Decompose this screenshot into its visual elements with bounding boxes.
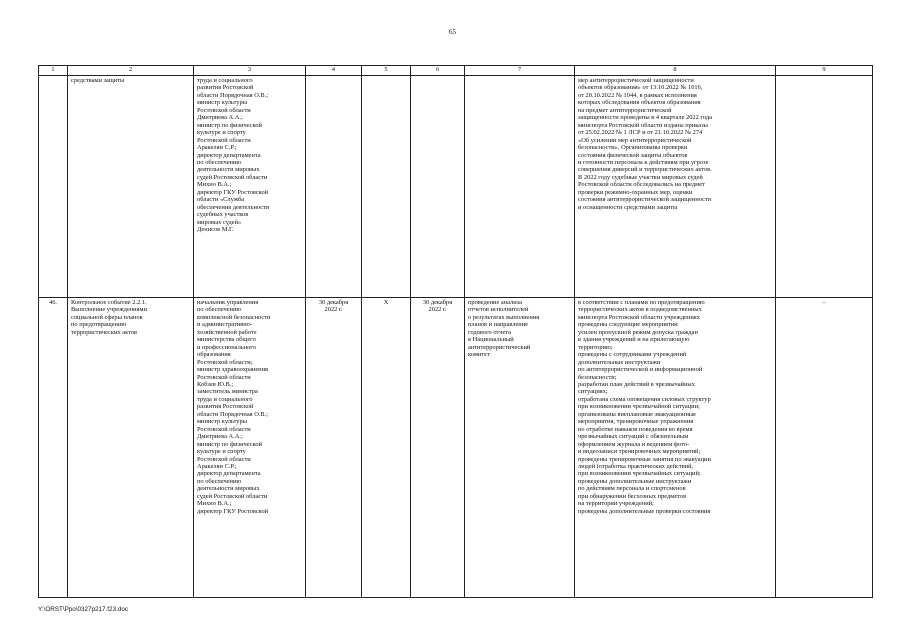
- text-line: 2022 г.: [324, 306, 343, 314]
- text-line: Ростовской области: [197, 106, 251, 114]
- report-table: [38, 65, 873, 598]
- text-line: территорию;: [578, 343, 613, 351]
- text-line: по обеспечению: [197, 158, 242, 166]
- text-line: Михно В.А.;: [197, 500, 232, 508]
- text-line: деятельности мировых: [197, 166, 260, 174]
- text-line: 2022 г.: [428, 306, 447, 314]
- text-line: состояния антитеррористической защищенности: [578, 196, 712, 204]
- text-line: от 20.10.2022 № 1044, в рамках исполнения: [578, 91, 697, 99]
- text-line: минспорта Ростовской области учреждениях: [578, 313, 700, 321]
- text-line: Аракелян С.Р.;: [197, 462, 237, 470]
- text-line: проведены следующие мероприятия:: [578, 321, 679, 329]
- text-line: Дмитриева А.А.;: [197, 114, 243, 122]
- text-line: Михно В.А.;: [197, 181, 232, 189]
- text-line: состояния физической защиты объектов: [578, 151, 688, 159]
- actual-date-cell: [411, 298, 465, 598]
- text-line: минспорта Ростовской области изданы приказы: [578, 121, 708, 129]
- text-line: усилен пропускной режим допуска граждан: [578, 328, 698, 336]
- text-line: области Порядочная О.В.;: [197, 410, 269, 418]
- text-line: на территории учреждений;: [578, 500, 654, 508]
- text-line: труда и социального: [197, 77, 253, 84]
- column-header: 2: [68, 66, 194, 76]
- text-line: Денисов М.Г.: [197, 226, 234, 234]
- text-line: чрезвычайных ситуаций с обязательным: [578, 433, 689, 441]
- text-line: совершения диверсий и террористических актов.: [578, 166, 712, 174]
- text-line: культуре и спорту: [197, 129, 246, 137]
- text-line: по антитеррористической и информационной: [578, 366, 703, 374]
- text-line: мировых судей»: [197, 218, 242, 226]
- column-number-row: [39, 66, 873, 76]
- table-row: [39, 76, 873, 298]
- text-line: министерства общего: [197, 336, 256, 344]
- text-line: Ростовской области: [197, 136, 251, 144]
- text-line: судей Ростовской области: [197, 492, 268, 500]
- text-line: при возникновении чрезвычайной ситуации;: [578, 403, 700, 411]
- text-line: Ростовской области: [197, 455, 251, 463]
- text-line: Выполнение учреждениями: [71, 306, 147, 314]
- table-row: [39, 298, 873, 598]
- text-line: разработан план действий в чрезвычайных: [578, 380, 695, 388]
- text-line: проведены с сотрудниками учреждений: [578, 351, 687, 359]
- text-line: по отработке навыков поведения во время: [578, 425, 693, 433]
- plan-date-cell: [306, 76, 362, 298]
- text-line: начальник управления: [197, 299, 259, 306]
- text-line: средствами защиты: [71, 77, 125, 84]
- text-line: судей Ростовской области: [197, 173, 268, 181]
- expected-date-cell: [362, 298, 411, 598]
- text-line: труда и социального: [197, 395, 253, 403]
- column-header: 4: [306, 66, 362, 76]
- text-line: заместитель министра: [197, 388, 258, 396]
- text-line: и видеозаписи тренировочных мероприятий;: [578, 448, 701, 456]
- text-line: организованы внеплановые эвакуационные: [578, 410, 697, 418]
- event-cell: [68, 76, 194, 298]
- text-line: директор департамента: [197, 151, 261, 159]
- text-line: годового отчета: [468, 328, 512, 336]
- text-line: мероприятия, тренировочные упражнения: [578, 418, 694, 426]
- text-line: по обеспечению: [197, 477, 242, 485]
- text-line: директор департамента: [197, 470, 261, 478]
- text-line: деятельности мировых: [197, 485, 260, 493]
- text-line: по предотвращению: [71, 321, 127, 329]
- column-header: 9: [776, 66, 873, 76]
- text-line: Х: [383, 299, 389, 306]
- text-line: министр культуры: [197, 99, 247, 107]
- text-line: образования: [197, 351, 231, 359]
- text-line: о результатах выполнения: [468, 313, 540, 321]
- column-header: 8: [575, 66, 776, 76]
- text-line: оформлением журнала и ведением фото-: [578, 440, 690, 448]
- text-line: проведены тренировочные занятия по эвакуации: [578, 455, 711, 463]
- text-line: проведение анализа: [468, 299, 523, 306]
- plan-date-cell: [306, 298, 362, 598]
- text-line: которых обследования объектов образования: [578, 99, 701, 107]
- text-line: культуре и спорту: [197, 448, 246, 456]
- text-line: проведены дополнительные проверки состояния: [578, 507, 711, 515]
- text-line: в здания учреждений и на прилегающую: [578, 336, 690, 344]
- text-line: по действиям персонала и спортсменов: [578, 485, 686, 493]
- text-line: людей (отработка практических действий,: [578, 462, 694, 470]
- text-line: проверки режимно-охранных мер, оценки: [578, 188, 693, 196]
- text-line: 30 декабря: [422, 299, 453, 306]
- text-line: комитет: [468, 351, 490, 359]
- text-line: отработана схема оповещения силовых структур: [578, 395, 711, 403]
- text-line: Контрольное событие 2.2.1.: [71, 299, 147, 306]
- row-number-cell: [39, 76, 68, 298]
- column-header: 6: [411, 66, 465, 76]
- column-header: 1: [39, 66, 68, 76]
- text-line: судебных участков: [197, 211, 249, 219]
- text-line: В 2022 году судебные участки мировых судей: [578, 173, 703, 181]
- column-header: 7: [465, 66, 575, 76]
- text-line: Дмитриева А.А.;: [197, 433, 243, 441]
- text-line: социальной сферы планов: [71, 313, 143, 321]
- page-number: 65: [449, 28, 456, 36]
- text-line: отчетов исполнителей: [468, 306, 529, 314]
- expected-date-cell: [362, 76, 411, 298]
- text-line: директор ГКУ Ростовской: [197, 507, 269, 515]
- implementation-info-cell: [575, 76, 776, 298]
- text-line: защищенности проведены в 4 квартале 2022 года: [578, 114, 712, 122]
- implementation-info-cell: [575, 298, 776, 598]
- text-line: директор ГКУ Ростовской: [197, 188, 269, 196]
- row-number-cell: 46.: [39, 298, 68, 598]
- text-line: Ростовской области;: [197, 358, 253, 366]
- text-line: обеспечения деятельности: [197, 203, 270, 211]
- text-line: при возникновении чрезвычайных ситуаций;: [578, 470, 701, 478]
- text-line: «Об усилении мер антитеррористической: [578, 136, 692, 144]
- text-line: дополнительные инструктажи: [578, 358, 661, 366]
- event-cell: [68, 298, 194, 598]
- text-line: антитеррористический: [468, 343, 531, 351]
- text-line: Кобзев Ю.В.;: [197, 380, 234, 388]
- text-line: хозяйственной работе: [197, 328, 257, 336]
- text-line: террористических актов в подведомственных: [578, 306, 702, 314]
- column-header: 3: [194, 66, 306, 76]
- text-line: проведены дополнительные инструктажи: [578, 477, 692, 485]
- result-type-cell: [465, 298, 575, 598]
- text-line: в Национальный: [468, 336, 514, 344]
- text-line: и оснащенности средствами защиты: [578, 203, 678, 211]
- result-type-cell: [465, 76, 575, 298]
- column-header: 5: [362, 66, 411, 76]
- text-line: и профессионального: [197, 343, 256, 351]
- text-line: –: [822, 299, 826, 306]
- text-line: на предмет антитеррористической: [578, 106, 672, 114]
- text-line: комплексной безопасности: [197, 313, 271, 321]
- text-line: Ростовской области: [197, 425, 251, 433]
- text-line: министр культуры: [197, 418, 247, 426]
- text-line: при обнаружении бесхозных предметов: [578, 492, 687, 500]
- text-line: Аракелян С.Р.;: [197, 144, 237, 152]
- responsible-cell: [194, 298, 306, 598]
- actual-date-cell: [411, 76, 465, 298]
- text-line: области «Служба: [197, 196, 245, 204]
- notes-cell: [776, 298, 873, 598]
- file-path-footer: Y:\ORST\Ppo\0327p217.f23.doc: [38, 606, 128, 613]
- text-line: террористических актов: [71, 328, 138, 336]
- text-line: Ростовской области обследовались на предмет: [578, 181, 705, 189]
- text-line: области Порядочная О.В.;: [197, 91, 269, 99]
- text-line: Ростовской области: [197, 373, 251, 381]
- text-line: безопасности;: [578, 373, 617, 381]
- text-line: министр здравоохранения: [197, 366, 268, 374]
- text-line: объектов образования» от 13.10.2022 № 1016,: [578, 84, 703, 92]
- text-line: министр по физической: [197, 440, 262, 448]
- responsible-cell: [194, 76, 306, 298]
- text-line: в соответствии с планами по предотвращению: [578, 299, 705, 306]
- text-line: мер антитеррористической защищенности: [578, 77, 694, 84]
- text-line: по обеспечению: [197, 306, 242, 314]
- text-line: от 25.02.2022 № 1 ЛСР и от 21.10.2022 № 274: [578, 129, 703, 137]
- notes-cell: [776, 76, 873, 298]
- text-line: развития Ростовской: [197, 84, 254, 92]
- text-line: 30 декабря: [318, 299, 349, 306]
- text-line: и административно-: [197, 321, 252, 329]
- text-line: развития Ростовской: [197, 403, 254, 411]
- text-line: безопасности». Организованы проверки: [578, 144, 688, 152]
- text-line: планов и направление: [468, 321, 528, 329]
- text-line: министр по физической: [197, 121, 262, 129]
- text-line: и готовности персонала к действиям при угрозе: [578, 158, 709, 166]
- text-line: ситуациях;: [578, 388, 608, 396]
